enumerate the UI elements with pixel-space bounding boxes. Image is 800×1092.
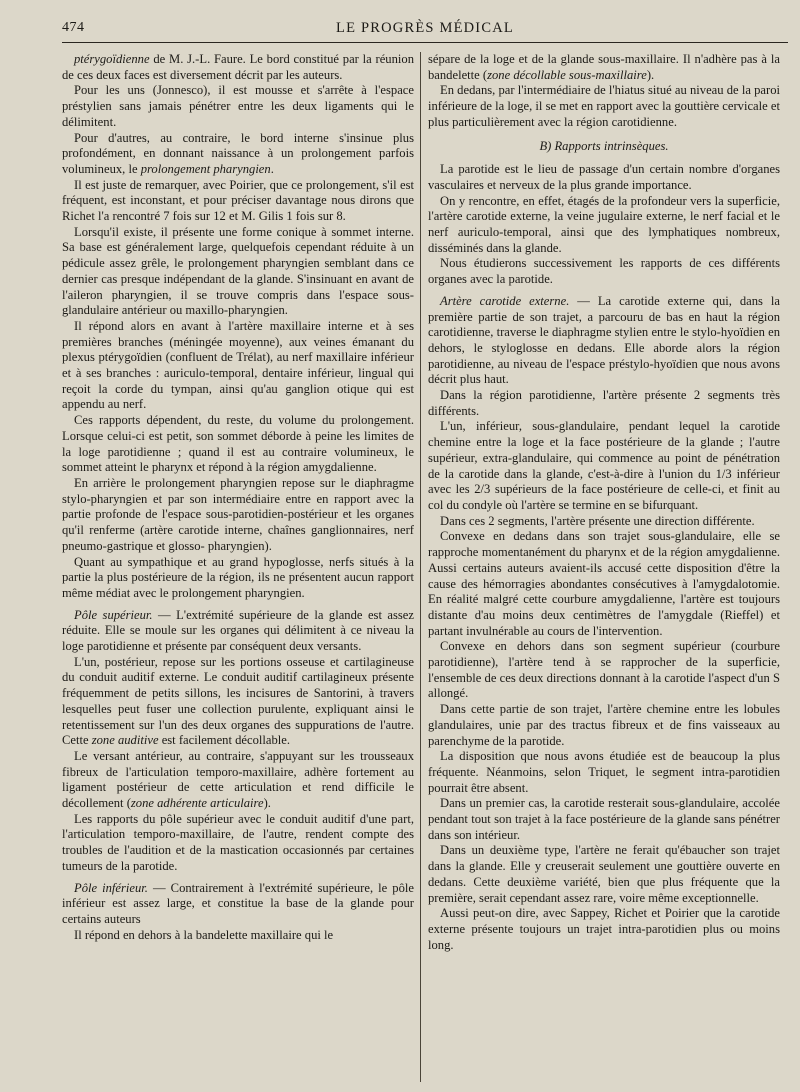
- paragraph: [428, 796, 780, 843]
- paragraph-text: La parotide est le lieu de passage d'un certain nombre d'organes vasculaires et nerveux de la plus grande importance.: [428, 162, 780, 192]
- paragraph: [62, 319, 414, 413]
- paragraph: [62, 225, 414, 319]
- paragraph: [62, 555, 414, 602]
- paragraph-text: Dans cette partie de son trajet, l'artère chemine entre les lobules glandulaires, unie par des tractus fibreux et de fins vaisseaux au parenchyme de la parotide.: [428, 702, 780, 748]
- paragraph: [428, 194, 780, 257]
- paragraph: [62, 812, 414, 875]
- paragraph-emphasis: zone décollable sous-maxillaire: [487, 67, 647, 82]
- running-header: [62, 20, 788, 43]
- paragraph-text: La disposition que nous avons étudiée est de beaucoup la plus fréquente. Néanmoins, selon Triquet, le segment intra-parotidien pourrait être absent.: [428, 749, 780, 795]
- paragraph: [62, 52, 414, 83]
- paragraph: [62, 749, 414, 812]
- paragraph: [62, 476, 414, 555]
- paragraph: [62, 83, 414, 130]
- paragraph-text: Il répond en dehors à la bandelette maxillaire qui le: [74, 927, 334, 942]
- paragraph-text: de M. J.-L. Faure. Le bord constitué par la réunion de ces deux faces est diversement décrit par les auteurs.: [62, 52, 414, 82]
- paragraph: [62, 178, 414, 225]
- paragraph-text: Quant au sympathique et au grand hypoglosse, nerfs situés à la partie la plus postérieure de la région, ils ne présentent aucun rapport même médiat avec le prolongement pharyngien.: [62, 554, 414, 600]
- paragraph-lead: ptérygoïdienne: [74, 52, 150, 66]
- right-column-bottom: [428, 162, 780, 953]
- paragraph: [62, 608, 414, 655]
- paragraph-text: Convexe en dehors dans son segment supérieur (courbure parotidienne), l'artère tend à se rapprocher de la superficie, l'ensemble de ces deux directions donnant à la carotide l'aspect d'un S allongé.: [428, 639, 780, 701]
- paragraph-text: sépare de la loge et de la glande sous-maxillaire. Il n'adhère pas à la bandelette (: [428, 52, 780, 82]
- paragraph-text: Le versant antérieur, au contraire, s'appuyant sur les trousseaux fibreux de l'articulation temporo-maxillaire, adhère fortement au ligament postérieur de cette articulation et rend difficile le décollement (: [62, 748, 414, 811]
- paragraph-lead: Pôle supérieur.: [74, 607, 153, 622]
- paragraph-text: Aussi peut-on dire, avec Sappey, Richet et Poirier que la carotide externe présente toujours un trajet intra-parotidien plus ou moins long.: [428, 906, 780, 952]
- paragraph-text: Dans ces 2 segments, l'artère présente une direction différente.: [440, 513, 755, 528]
- paragraph-tail: .: [270, 161, 274, 176]
- paragraph-text: — Contrairement à l'extrémité supérieure, le pôle inférieur est assez large, et constitue la base de la glande pour certains auteurs: [62, 880, 414, 926]
- paragraph-text: Pour d'autres, au contraire, le bord interne s'insinue plus profondément, en donnant naissance à un prolongement parfois volumineux, le: [62, 130, 414, 176]
- left-column: [62, 52, 414, 943]
- paragraph-tail: est facilement décollable.: [158, 733, 291, 748]
- paragraph-text: Lorsqu'il existe, il présente une forme conique à sommet interne. Sa base est généralement large, quelquefois cependant réduite à un pédicule assez grêle, le prolongement pharyngien semblant dans ce dernier cas presque indépendant de la glande. S'insinuant en avant de l'aileron pharyngien, il se trouve compris dans l'espace sous-glandulaire antérieur ou maxillo-pharyngien.: [62, 224, 414, 318]
- column-rule: [420, 52, 421, 1082]
- journal-title: LE PROGRÈS MÉDICAL: [336, 20, 514, 36]
- paragraph: [428, 294, 780, 388]
- paragraph-text: L'un, postérieur, repose sur les portions osseuse et cartilagineuse du conduit auditif externe. Le conduit auditif cartilagineux présente fréquemment de petits sillons, les incisures de Santorini, à travers lesquelles peut fuser une collection purulente, expliquant ainsi le retentissement sur l'un des deux organes des suppurations de l'autre. Cette: [62, 654, 414, 748]
- paragraph: [428, 419, 780, 513]
- paragraph-lead: Artère carotide externe.: [440, 293, 570, 308]
- paragraph-text: Convexe en dedans dans son trajet sous-glandulaire, elle se rapproche momentanément du pharynx et de la région amygdalienne. Aussi certains auteurs avaient-ils accusé cette disposition d'être la cause des hémorragies abondantes consécutives à l'amygdalotomie. En réalité malgré cette courbure amygdalienne, l'artère est toujours distante d'au moins deux centimètres de l'amygdale (Rieffel) et partant invulnérable au cours de l'intervention.: [428, 529, 780, 638]
- paragraph-text: Dans un deuxième type, l'artère ne ferait qu'ébaucher son trajet dans la glande. Elle y creuserait seulement une gouttière ouverte en dedans. Cette deuxième variété, bien que plus fréquente que la première, serait cependant assez rare, voire même exceptionnelle.: [428, 843, 780, 905]
- paragraph-text: Il répond alors en avant à l'artère maxillaire interne et à ses premières branches (méningée moyenne), aux veines émanant du plexus ptérygoïdien (confluent de Trélat), au nerf maxillaire inférieur et à ses branches : auriculo-temporal, dentaire inférieur, lingual qui reçoit la corde du tympan, ainsi qu'au ganglion otique qui est appendu au nerf.: [62, 318, 414, 412]
- paragraph: [428, 702, 780, 749]
- paragraph-text: Il est juste de remarquer, avec Poirier, que ce prolongement, s'il est fréquent, est inconstant, et pour préciser davantage nous dirons que Richet l'a rencontré 7 fois sur 12 et M. Gilis 1 fois sur 8.: [62, 177, 414, 224]
- paragraph: [428, 529, 780, 639]
- paragraph: [428, 388, 780, 419]
- paragraph-text: Les rapports du pôle supérieur avec le conduit auditif d'une part, l'articulation temporo-maxillaire, de l'autre, rendent compte des troubles de l'audition et de la mastication occasionnés par certaines tumeurs de la parotide.: [62, 811, 414, 873]
- paragraph: [428, 162, 780, 193]
- paragraph: [62, 928, 414, 944]
- paragraph: [62, 413, 414, 476]
- paragraph-emphasis: zone auditive: [91, 733, 159, 748]
- paragraph-text: Dans la région parotidienne, l'artère présente 2 segments très différents.: [428, 388, 780, 418]
- paragraph-tail: ).: [263, 796, 271, 811]
- paragraph: [428, 749, 780, 796]
- right-column: [428, 52, 780, 953]
- paragraph-lead: Pôle inférieur.: [74, 880, 148, 895]
- page-number: 474: [62, 20, 85, 35]
- paragraph: [428, 52, 780, 83]
- paragraph-emphasis: zone adhérente articulaire: [130, 796, 264, 811]
- paragraph: [62, 881, 414, 928]
- paragraph-text: L'un, inférieur, sous-glandulaire, pendant lequel la carotide chemine entre la loge et la face postérieure de la glande ; l'autre supérieur, extra-glandulaire, qui commence au point de pénétration de la carotide dans la glande, c'est-à-dire à l'union du 1/3 inférieur avec les 2/3 supérieurs de la face postérieure de celle-ci, et finit au col du condyle où l'artère se termine en se bifurquant.: [428, 419, 780, 512]
- paragraph: [428, 843, 780, 906]
- paragraph-text: En dedans, par l'intermédiaire de l'hiatus situé au niveau de la paroi inférieure de la loge, il se met en rapport avec la gouttière cervicale et plus particulièrement avec la région carotidienne.: [428, 83, 780, 129]
- paragraph-text: On y rencontre, en effet, étagés de la profondeur vers la superficie, l'artère carotide externe, la veine jugulaire externe, le nerf facial et le nerf auriculo-temporal, ainsi que des lymphatiques nombreux, disséminés dans la glande.: [428, 193, 780, 255]
- paragraph: [428, 639, 780, 702]
- paragraph-tail: ).: [646, 67, 655, 82]
- paragraph-emphasis: prolongement pharyngien: [140, 161, 271, 176]
- paragraph-text: — La carotide externe qui, dans la première partie de son trajet, a parcouru de bas en haut la région carotidienne, traverse le diaphragme stylien entre le stylo-hyoïdien en dehors, le styloglosse en dedans. Elle aborde alors la région parotidienne, au niveau de l'espace préstylo-hyoïdien que nous avons décrit plus haut.: [428, 293, 780, 387]
- paragraph: [62, 131, 414, 178]
- paragraph: [428, 256, 780, 287]
- paragraph-text: Nous étudierons successivement les rapports de ces différents organes avec la parotide.: [428, 256, 780, 287]
- paragraph-text: — L'extrémité supérieure de la glande est assez réduite. Elle se moule sur les organes qui délimitent à ce niveau la loge parotidienne et présente par conséquent deux versants.: [62, 607, 414, 654]
- paragraph-text: Ces rapports dépendent, du reste, du volume du prolongement. Lorsque celui-ci est petit, son sommet déborde à peine les limites de la loge parotidienne ; quand il est au contraire volumineux, le sommet atteint le pharynx et répond à la région amygdalienne.: [62, 413, 414, 475]
- paragraph: [428, 83, 780, 130]
- right-column-top: [428, 52, 780, 131]
- paragraph: [62, 655, 414, 749]
- paragraph: [428, 514, 780, 530]
- paragraph-text: Pour les uns (Jonnesco), il est mousse et s'arrête à l'espace préstylien sans jamais pénétrer entre les deux ligaments qui le délimitent.: [62, 83, 414, 129]
- section-subheading: B) Rapports intrinsèques.: [539, 138, 669, 153]
- paragraph-text: En arrière le prolongement pharyngien repose sur le diaphragme stylo-pharyngien et par son intermédiaire entre en rapport avec la partie profonde de l'espace sous-parotidien-postérieur et les organes qu'il renferme (artère carotide interne, chaînes ganglionnaires, nerf pneumo-gastrique et glosso- pharyngien).: [62, 475, 414, 553]
- paragraph: [428, 906, 780, 953]
- paragraph-text: Dans un premier cas, la carotide resterait sous-glandulaire, accolée pendant tout son trajet à la face postérieure de la glande sans pénétrer dans son intérieur.: [428, 796, 780, 842]
